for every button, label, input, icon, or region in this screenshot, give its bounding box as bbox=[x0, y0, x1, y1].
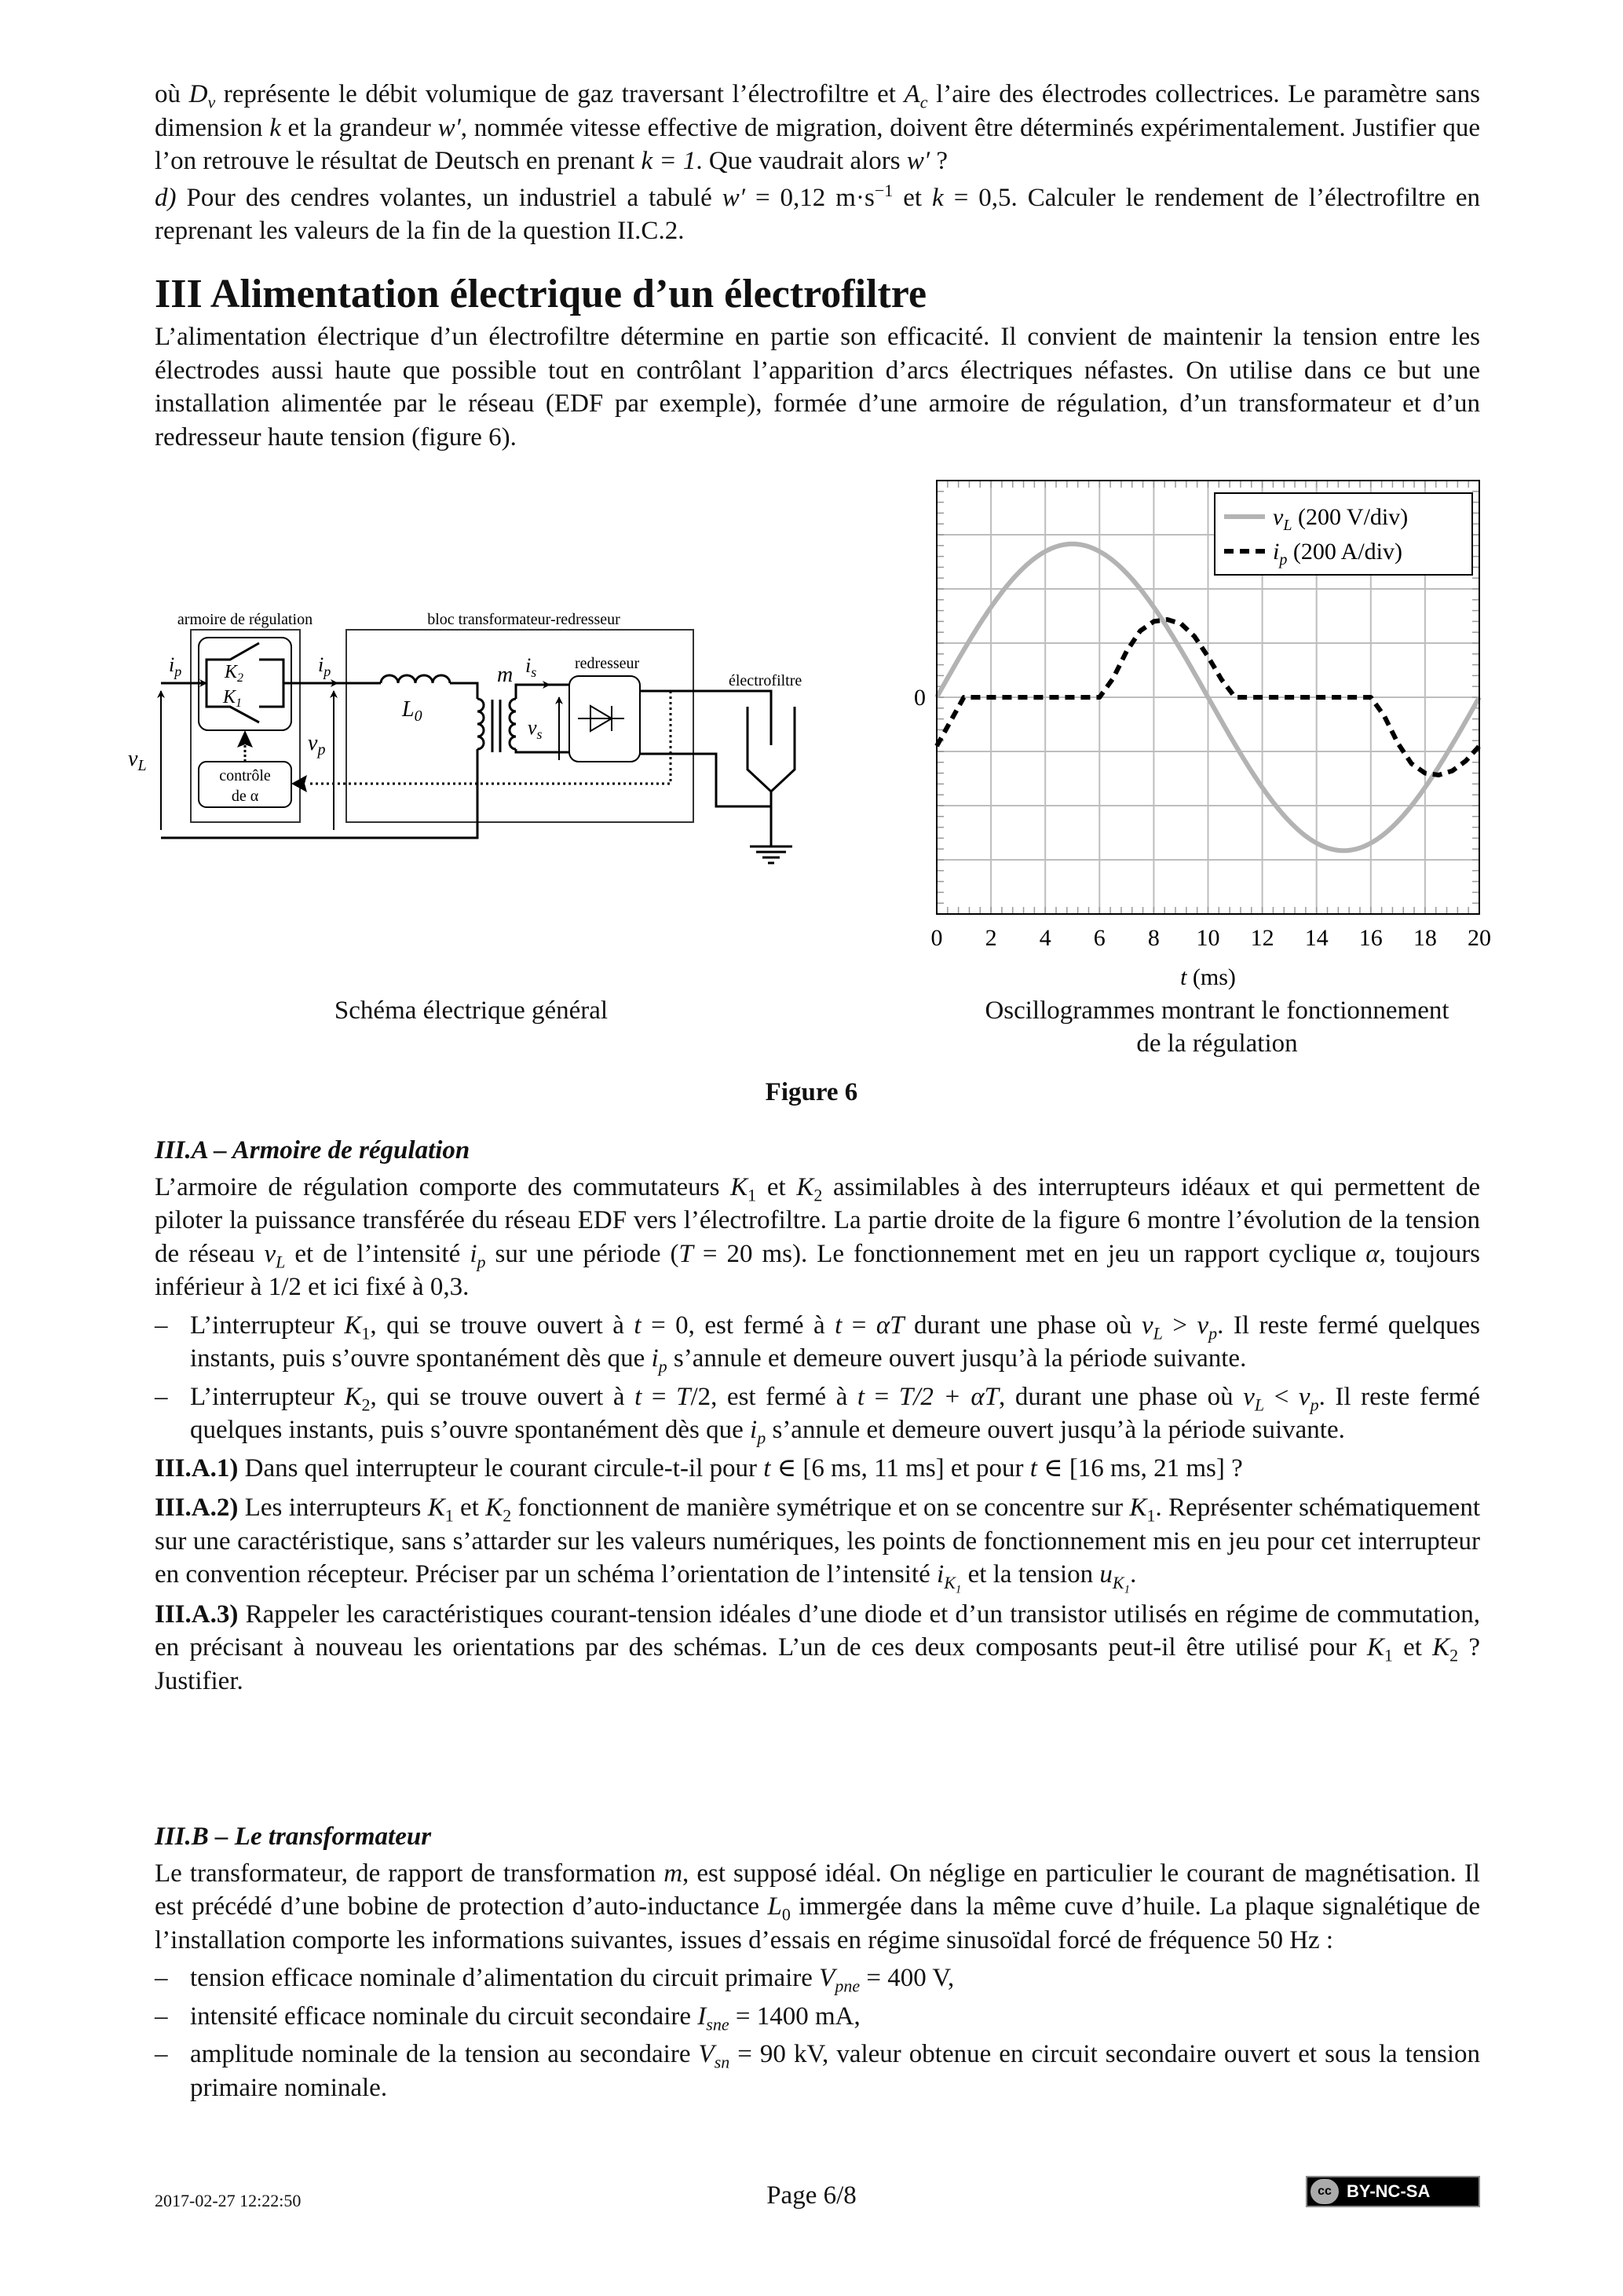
chart-legend bbox=[1215, 493, 1472, 575]
label-armoire: armoire de régulation bbox=[177, 611, 313, 628]
section-B-paragraph: Le transformateur, de rapport de transformation m, est supposé idéal. On néglige en particulier le courant de magnétisation. Il est précédé d’une bobine de protection d’auto-inductance $L_0$ immergée dans la même cuve d’huile. La plaque signalétique de l’installation comporte les informations suivantes, issues d’essais en régime sinusoïdal forcé de fréquence 50 Hz : bbox=[155, 1859, 1480, 1954]
section-intro-text: L’alimentation électrique d’un électrofiltre détermine en partie son efficacité. Il convient de maintenir la tension entre les électrodes aussi haute que possible tout en contrôlant l’apparition d’arcs électriques néfastes. On utilise dans ce but une installation alimentée par le réseau (EDF par exemple), formée d’une armoire de régulation, d’un transformateur et d’un redresseur haute tension (figure 6). bbox=[155, 323, 1480, 452]
switch-K1-K2 bbox=[207, 643, 283, 722]
x-tick-label: 2 bbox=[985, 925, 997, 951]
intro-text: où $D_v$ représente le débit volumique de gaz traversant l’électrofiltre et $A_c$ l’aire des électrodes collectrices. Le paramètre sans dimension k et la grandeur w′, nommée vitesse effective de migration, doivent être déterminés expérimentalement. Justifier que l’on retrouve le résultat de Deutsch en prenant k = 1. Que vaudrait alors w′ ? bbox=[155, 80, 1480, 175]
x-tick-label: 0 bbox=[930, 925, 943, 951]
label-electrofiltre: électrofiltre bbox=[729, 672, 802, 689]
bullet-K2: – L’interrupteur $K_2$, qui se trouve ouvert à t = T/2, est fermé à t = T/2 + αT, durant une phase où $v_L < v_p$. Il reste fermé quelques instants, puis s’ouvre spontanément dès que $i_p$ s’annule et demeure ouvert jusqu’à la période suivante. bbox=[155, 1382, 1480, 1448]
feedback-dotted bbox=[308, 691, 671, 784]
chart-x-tick-labels bbox=[931, 925, 1492, 951]
label-K1: $K_1$ bbox=[222, 687, 243, 710]
transformer-block-box bbox=[346, 630, 693, 822]
oscillogram-chart bbox=[879, 455, 1623, 1005]
controle-label-2: de α bbox=[231, 788, 259, 805]
label-is: $i_s$ bbox=[525, 654, 537, 680]
label-m: m bbox=[497, 663, 514, 687]
section-B bbox=[155, 1820, 1480, 2104]
figure-label: Figure 6 bbox=[765, 1078, 858, 1106]
wire-output-bottom bbox=[640, 754, 771, 806]
chart-caption-line-1: Oscillogrammes montrant le fonctionnement bbox=[985, 996, 1449, 1025]
x-tick-label: 6 bbox=[1093, 925, 1106, 951]
x-tick-label: 10 bbox=[1196, 925, 1220, 951]
label-ip-2: $i_p$ bbox=[318, 653, 331, 679]
cc-icon: cc bbox=[1309, 2177, 1340, 2206]
section-A bbox=[155, 1134, 1480, 1698]
label-vL: $v_L$ bbox=[128, 747, 147, 774]
diagram-caption: Schéma électrique général bbox=[334, 996, 609, 1025]
x-tick-label: 18 bbox=[1413, 925, 1437, 951]
question-III-A-1: III.A.1) Dans quel interrupteur le courant circule-t-il pour t ∈ [6 ms, 11 ms] et pour t ∈ [16 ms, 21 ms] ? bbox=[155, 1453, 1243, 1483]
label-L0: $L_0$ bbox=[402, 697, 422, 725]
license-badge[interactable] bbox=[1306, 2176, 1480, 2207]
inductor-L0 bbox=[381, 675, 450, 683]
spec-Vpne: – tension efficace nominale d’alimentation du circuit primaire $V_{pne} = 400$ V, bbox=[155, 1964, 955, 1996]
x-tick-label: 20 bbox=[1468, 925, 1491, 951]
label-bloc: bloc transformateur-redresseur bbox=[427, 611, 620, 628]
x-tick-label: 8 bbox=[1147, 925, 1160, 951]
footer-page-number: Page 6/8 bbox=[766, 2181, 857, 2210]
section-A-paragraph: L’armoire de régulation comporte des commutateurs $K_1$ et $K_2$ assimilables à des interrupteurs idéaux et qui permettent de piloter la puissance transférée du réseau EDF vers l’électrofiltre. La partie droite de la figure 6 montre l’évolution de la tension de réseau $v_L$ et de l’intensité $i_p$ sur une période (T = 20 ms). Le fonctionnement met en jeu un rapport cyclique α, toujours inférieur à 1/2 et ici fixé à 0,3. bbox=[155, 1172, 1481, 1301]
question-III-A-3: III.A.3) Rappeler les caractéristiques courant-tension idéales d’une diode et d’un transistor utilisés en régime de commutation, en précisant à nouveau les orientations par des schémas. L’un de ces deux composants peut-il être utilisé pour $K_1$ et $K_2$ ? Justifier. bbox=[155, 1600, 1480, 1695]
label-K2: $K_2$ bbox=[224, 662, 244, 685]
x-tick-label: 12 bbox=[1250, 925, 1274, 951]
label-redresseur: redresseur bbox=[575, 655, 640, 672]
legend-label-vL: $v_L$ (200 V/div) bbox=[1273, 504, 1409, 534]
section-B-heading: III.B – Le transformateur bbox=[155, 1823, 432, 1851]
chart-caption-line-2: de la régulation bbox=[1136, 1029, 1298, 1058]
controle-label: contrôle bbox=[219, 767, 271, 784]
section-A-heading: III.A – Armoire de régulation bbox=[155, 1136, 470, 1164]
wire-output-top bbox=[640, 691, 771, 745]
question-III-A-2: III.A.2) Les interrupteurs $K_1$ et $K_2$ fonctionnent de manière symétrique et on se concentre sur $K_1$. Représenter schématiquement sur une caractéristique, sans s’attarder sur les valeurs numériques, les points de fonctionnement mis en jeu pour cet interrupteur en convention récepteur. Préciser par un schéma l’orientation de l’intensité $i_{K_1}$ et la tension $u_{K_1}$. bbox=[155, 1493, 1480, 1596]
chart-x-axis-label: t (ms) bbox=[1180, 964, 1236, 990]
diode-icon bbox=[578, 706, 624, 731]
chart-caption bbox=[879, 994, 1555, 1060]
question-d: d) Pour des cendres volantes, un industriel a tabulé w′ = 0,12 $m\cdot s^{-1}$ et k = 0,5. Calculer le rendement de l’électrofiltre en reprenant les valeurs de la fin de la question II.C.2. bbox=[155, 180, 1480, 245]
legend-label-ip: $i_p$ (200 A/div) bbox=[1273, 539, 1403, 569]
bullet-K1: – L’interrupteur $K_1$, qui se trouve ouvert à t = 0, est fermé à t = αT durant une phase où $v_L > v_p$. Il reste fermé quelques instants, puis s’ouvre spontanément dès que $i_p$ s’annule et demeure ouvert jusqu’à la période suivante. bbox=[155, 1311, 1480, 1377]
control-arrow bbox=[237, 730, 253, 748]
license-text: BY-NC-SA bbox=[1347, 2181, 1431, 2201]
ground-icon bbox=[750, 846, 792, 863]
transformer-primary bbox=[477, 699, 484, 749]
x-tick-label: 16 bbox=[1358, 925, 1383, 951]
x-tick-label: 4 bbox=[1039, 925, 1051, 951]
transformer-secondary bbox=[510, 699, 516, 749]
footer-timestamp: 2017-02-27 12:22:50 bbox=[155, 2191, 302, 2210]
circuit-diagram bbox=[0, 0, 879, 879]
label-vp: $v_p$ bbox=[308, 731, 326, 759]
x-tick-label: 14 bbox=[1304, 925, 1329, 951]
question-label: d) bbox=[155, 183, 177, 212]
spec-Vsn: – amplitude nominale de la tension au secondaire $V_{sn} = 90$ kV, valeur obtenue en circuit secondaire ouvert et sous la tension primaire nominale. bbox=[155, 2040, 1480, 2102]
chart-y-tick-label-0: 0 bbox=[914, 685, 926, 711]
section-title: III Alimentation électrique d’un électrofiltre bbox=[155, 272, 927, 316]
spec-Isne: – intensité efficace nominale du circuit secondaire $I_{sne} = 1400$ mA, bbox=[155, 2002, 861, 2035]
label-vs: $v_s$ bbox=[528, 716, 543, 742]
label-ip-1: $i_p$ bbox=[169, 653, 182, 679]
